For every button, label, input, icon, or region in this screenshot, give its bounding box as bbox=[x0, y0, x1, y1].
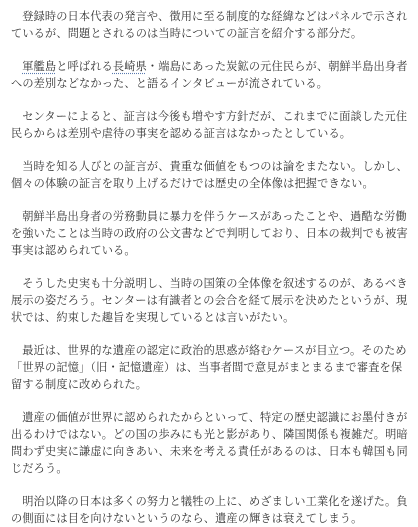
paragraph-text: ・端島にあった炭鉱の元住民らが、朝鮮半島出身者への差別などなかった、と語るインタビューが流されている。 bbox=[11, 60, 408, 90]
article-paragraph: センターによると、証言は今後も増やす方針だが、これまでに面談した元住民らからは差別や虐待の事実を認める証言はなかったとしている。 bbox=[11, 110, 408, 140]
article-paragraph: 明治以降の日本は多くの努力と犠牲の上に、めざましい工業化を遂げた。負の側面には目を向けないというのなら、遺産の輝きは衰えてしまう。 bbox=[11, 495, 408, 525]
term-link-gunkanjima[interactable]: 軍艦島 bbox=[22, 60, 57, 73]
term-link-nagasaki[interactable]: 長崎県 bbox=[112, 60, 147, 73]
article-paragraph: 当時を知る人びとの証言が、貴重な価値をもつのは論をまたない。しかし、個々の体験の証言を取り上げるだけでは歴史の全体像は把握できない。 bbox=[11, 160, 408, 190]
paragraph-text: と呼ばれる bbox=[56, 60, 113, 73]
article-paragraph: 最近は、世界的な遺産の認定に政治的思惑が絡むケースが目立つ。そのため「世界の記憶」（旧・記憶遺産）は、当事者間で意見がまとまるまで審査を保留する制度に改められた。 bbox=[11, 344, 407, 391]
article-paragraph: 登録時の日本代表の発言や、徴用に至る制度的な経緯などはパネルで示されているが、問題とされるのは当時についての証言を紹介する部分だ。 bbox=[11, 10, 408, 40]
article-paragraph: そうした史実も十分説明し、当時の国策の全体像を叙述するのが、あるべき展示の姿だろう。センターは有識者との会合を経て展示を決めたというが、現状では、約束した趣旨を実現しているとは言いがたい。 bbox=[11, 277, 408, 324]
article-paragraph: 朝鮮半島出身者の労務動員に暴力を伴うケースがあったことや、過酷な労働を強いたことは当時の政府の公文書などで判明しており、日本の裁判でも被害事実は認められている。 bbox=[11, 210, 408, 257]
article-paragraph bbox=[11, 58, 408, 92]
article-paragraph: 遺産の価値が世界に認められたからといって、特定の歴史認識にお墨付きが出るわけではない。どの国の歩みにも光と影があり、隣国関係も複雑だ。明暗問わず史実に謙虚に向きあい、未来を考える責任があるのは、日本も韓国も同じだろう。 bbox=[11, 411, 408, 475]
